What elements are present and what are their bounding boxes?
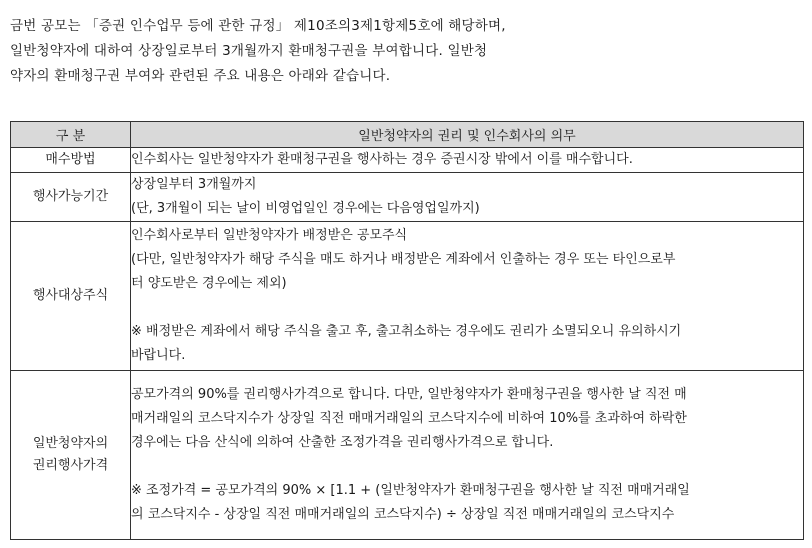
intro-line: 일반청약자에 대하여 상장일로부터 3개월까지 환매청구권을 부여합니다. 일반청 <box>10 43 488 59</box>
row-description <box>131 222 804 371</box>
description-line: 터 양도받은 경우에는 제외) <box>131 276 287 291</box>
formula-line: 의 코스닥지수 - 상장일 직전 매매거래일의 코스닥지수) ÷ 상장일 직전 매매거래일의 코스닥지수 <box>131 507 675 522</box>
row-label: 행사대상주식 <box>11 222 131 371</box>
blank-line <box>131 296 803 320</box>
description-line: (단, 3개월이 되는 날이 비영업일인 경우에는 다음영업일까지) <box>131 201 480 216</box>
row-label: 행사가능기간 <box>11 173 131 222</box>
row-label-line: 일반청약자의 <box>32 436 109 451</box>
row-label <box>11 371 131 540</box>
row-description <box>131 148 804 173</box>
header-rights-obligations: 일반청약자의 권리 및 인수회사의 의무 <box>131 122 804 148</box>
table-header-row <box>11 122 804 148</box>
note-line: ※ 배정받은 계좌에서 해당 주식을 출고 후, 출고취소하는 경우에도 권리가 소멸되오니 유의하시기 <box>131 324 682 339</box>
formula-line: ※ 조정가격 = 공모가격의 90% × [1.1 + (일반청약자가 환매청구권을 행사한 날 직전 매매거래일 <box>131 483 690 498</box>
table-row-exercise-period <box>11 173 804 222</box>
intro-line: 약자의 환매청구권 부여와 관련된 주요 내용은 아래와 같습니다. <box>10 68 391 84</box>
row-description <box>131 173 804 222</box>
table-row-eligible-shares <box>11 222 804 371</box>
description-line: 상장일부터 3개월까지 <box>131 177 257 192</box>
description-line: 매거래일의 코스닥지수가 상장일 직전 매매거래일의 코스닥지수에 비하여 10%를 초과하여 하락한 <box>131 411 687 426</box>
description-line: 경우에는 다음 산식에 의하여 산출한 조정가격을 권리행사가격으로 합니다. <box>131 435 554 450</box>
note-line: 바랍니다. <box>131 348 186 363</box>
row-description <box>131 371 804 540</box>
description-line: (다만, 일반청약자가 해당 주식을 매도 하거나 배정받은 계좌에서 인출하는 경우 또는 타인으로부 <box>131 252 676 267</box>
row-label-line: 권리행사가격 <box>32 458 109 473</box>
intro-paragraph <box>10 14 800 89</box>
table-row-exercise-price <box>11 371 804 540</box>
description-line: 인수회사로부터 일반청약자가 배정받은 공모주식 <box>131 228 408 243</box>
description-line: 공모가격의 90%를 권리행사가격으로 합니다. 다만, 일반청약자가 환매청구권을 행사한 날 직전 매 <box>131 387 687 402</box>
row-label: 매수방법 <box>11 148 131 173</box>
table-row-purchase-method <box>11 148 804 173</box>
refund-right-table <box>10 121 804 540</box>
blank-line <box>131 455 803 479</box>
intro-line: 금번 공모는 「증권 인수업무 등에 관한 규정」 제10조의3제1항제5호에 해당하며, <box>10 18 506 34</box>
description-line: 인수회사는 일반청약자가 환매청구권을 행사하는 경우 증권시장 밖에서 이를 매수합니다. <box>131 152 633 167</box>
header-category: 구 분 <box>11 122 131 148</box>
